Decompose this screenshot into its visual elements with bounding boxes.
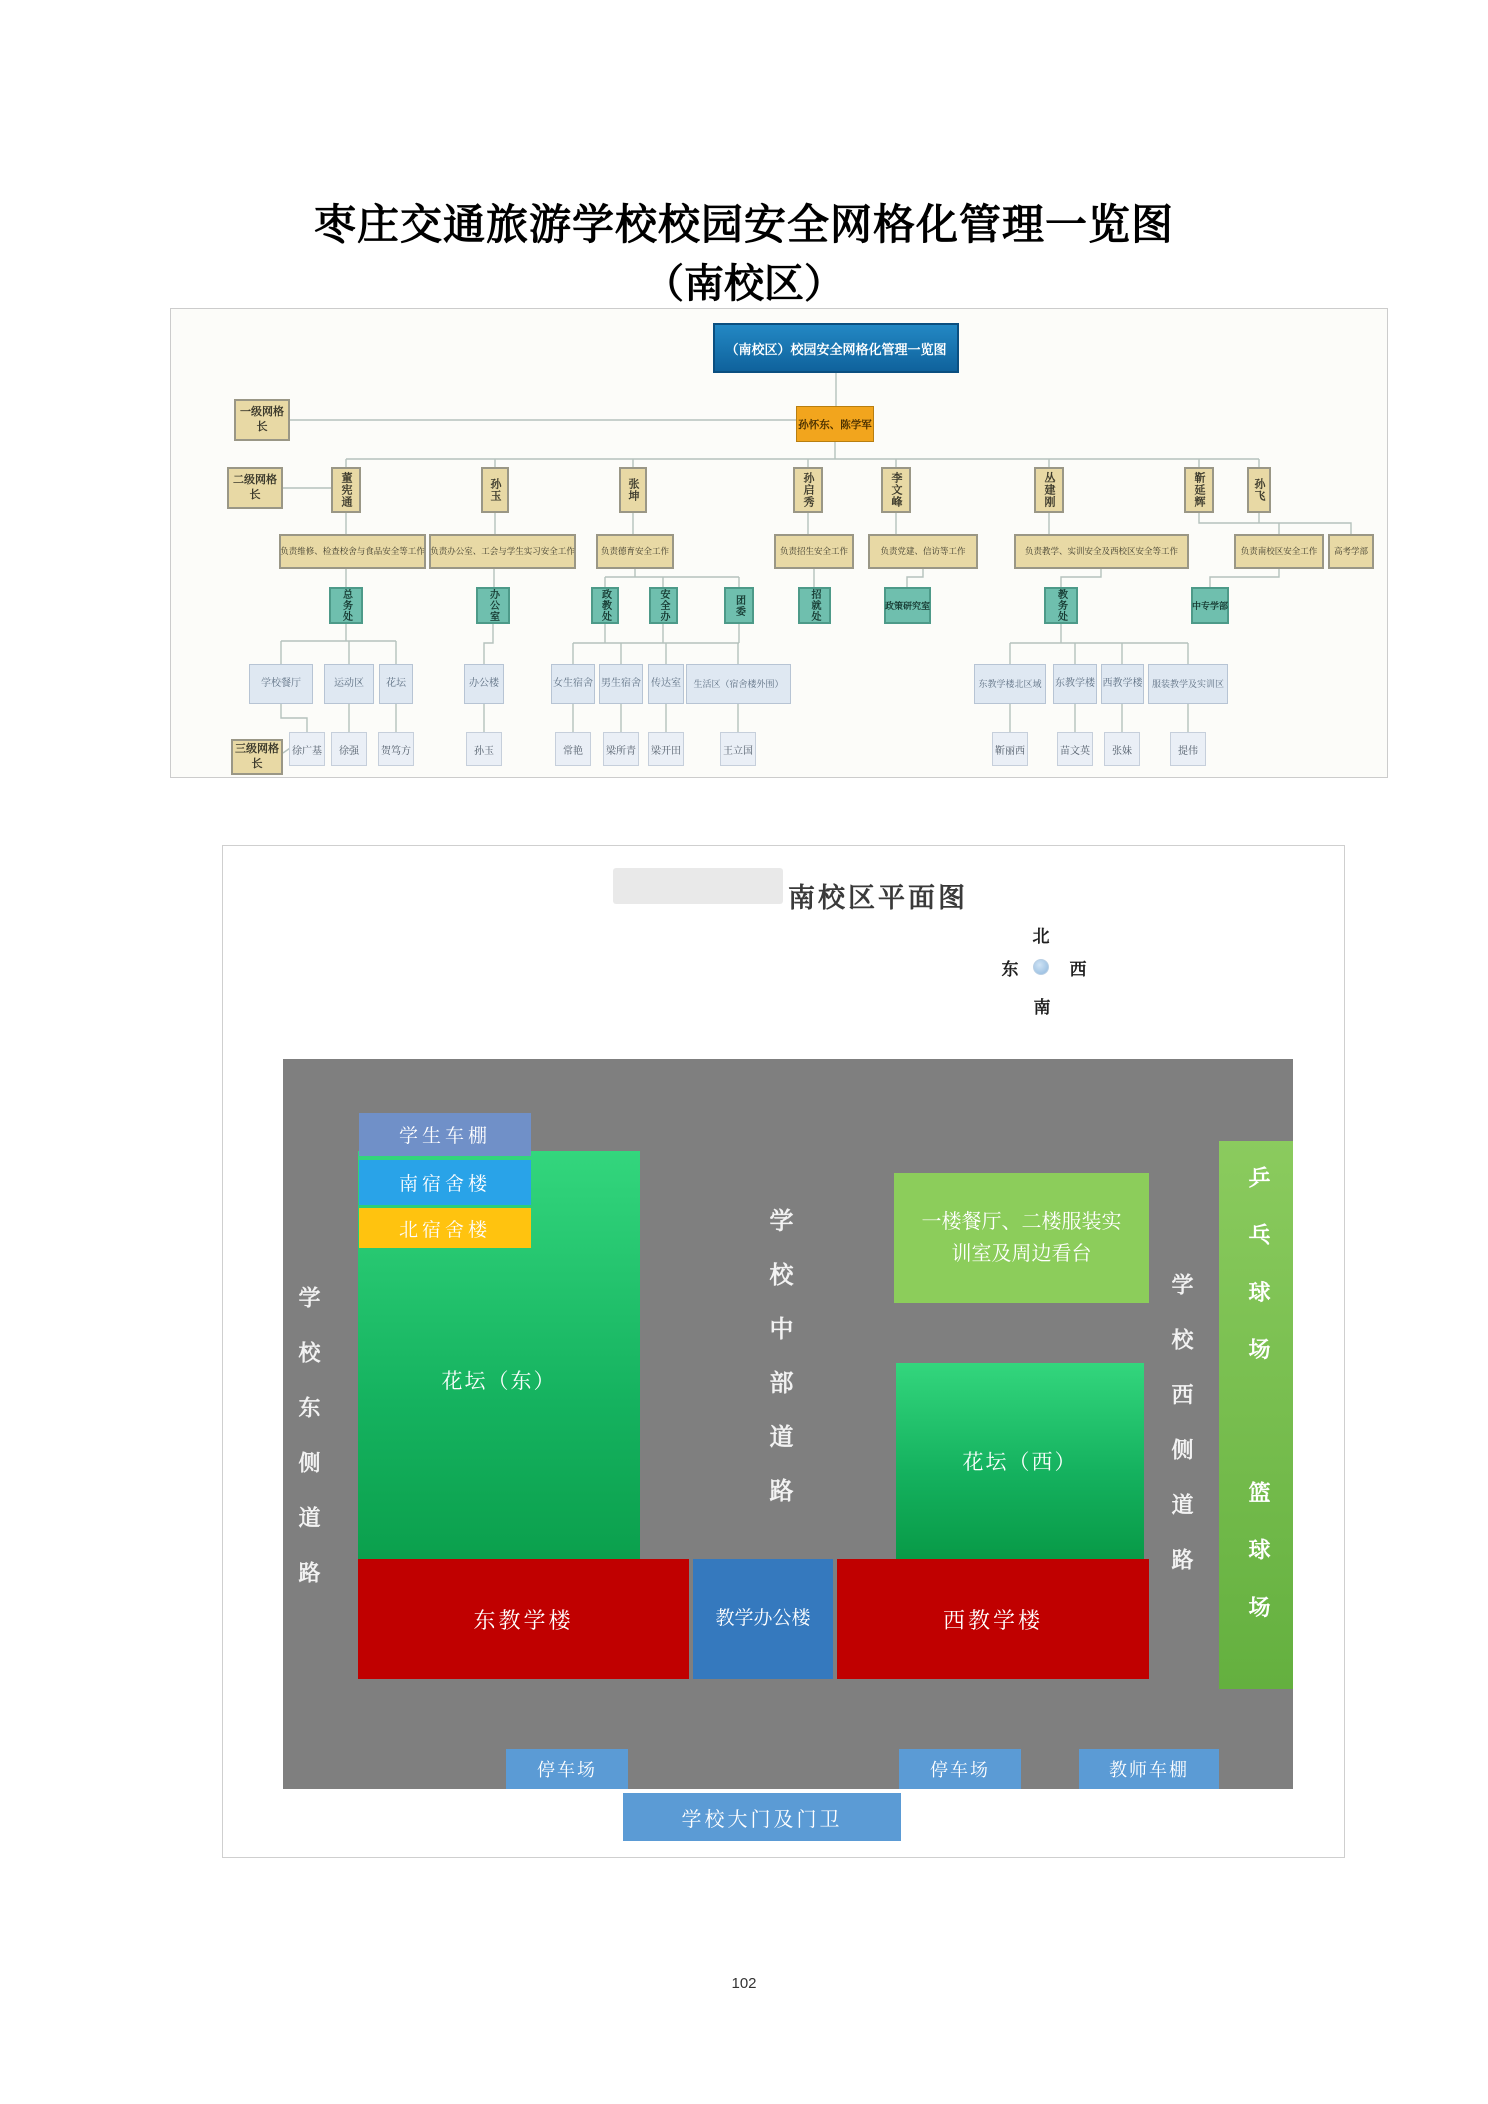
road-middle-label: 学校中部道路	[765, 1208, 792, 1532]
level1-leader-names: 孙怀东、陈学军	[796, 406, 874, 442]
dept-box: 政教处	[591, 587, 619, 624]
basketball-court-label: 篮球场	[1246, 1481, 1271, 1653]
garden-west-label: 花坛（西）	[962, 1451, 1078, 1474]
compass-west-label: 西	[1069, 959, 1087, 979]
north-dorm-building: 北宿舍楼	[359, 1208, 531, 1248]
duty-box: 负责南校区安全工作	[1234, 534, 1324, 569]
student-bike-shed: 学生车棚	[359, 1113, 531, 1156]
ball-courts-strip	[1219, 1141, 1293, 1689]
campus-map-panel	[222, 845, 1345, 1858]
south-dorm-building: 南宿舍楼	[359, 1160, 531, 1205]
campus-ground	[283, 1059, 1293, 1789]
site-box: 东教学楼	[1053, 664, 1097, 704]
level2-name: 张坤	[619, 467, 647, 513]
duty-box: 负责德育安全工作	[596, 534, 674, 569]
site-box: 女生宿舍	[551, 664, 595, 704]
level2-name: 孙玉	[481, 467, 509, 513]
site-box: 办公楼	[464, 664, 504, 704]
teaching-office-building: 教学办公楼	[693, 1559, 833, 1679]
dept-box: 政策研究室	[884, 587, 931, 624]
dept-box: 招就处	[798, 587, 831, 624]
chart-header: （南校区）校园安全网格化管理一览图	[713, 323, 959, 373]
pingpong-court-label: 乒乓球场	[1246, 1166, 1271, 1395]
site-box: 服装教学及实训区	[1148, 664, 1228, 704]
site-box: 花坛	[379, 664, 413, 704]
road-west-label: 学校西侧道路	[1169, 1273, 1194, 1603]
school-gate-guard: 学校大门及门卫	[623, 1793, 901, 1841]
teacher-bike-shed: 教师车棚	[1079, 1749, 1219, 1789]
dept-box: 办公室	[476, 587, 510, 624]
level2-name: 丛建刚	[1034, 467, 1064, 513]
dept-box: 教务处	[1044, 587, 1078, 624]
compass-dot-icon	[1033, 959, 1049, 975]
level3-person: 贺笃方	[378, 732, 414, 766]
page-subtitle: （南校区）	[644, 261, 844, 306]
level2-name: 孙飞	[1247, 467, 1271, 513]
dept-box: 中专学部	[1191, 587, 1229, 624]
level3-person: 苗文英	[1057, 732, 1093, 766]
page-title: 枣庄交通旅游学校校园安全网格化管理一览图	[313, 203, 1174, 249]
level3-person: 靳丽西	[992, 732, 1028, 766]
duty-box: 负责维修、检查校舍与食品安全等工作	[279, 534, 426, 569]
site-box: 男生宿舍	[599, 664, 643, 704]
garden-west-area	[896, 1363, 1144, 1559]
dept-box: 总务处	[329, 587, 363, 624]
site-box: 传达室	[648, 664, 684, 704]
level3-person: 孙玉	[466, 732, 502, 766]
level3-person: 梁所青	[603, 732, 639, 766]
site-box: 西教学楼	[1101, 664, 1144, 704]
site-box: 运动区	[324, 664, 374, 704]
duty-box: 负责教学、实训安全及西校区安全等工作	[1014, 534, 1189, 569]
level1-grid-leader-label: 一级网格长	[234, 399, 290, 441]
compass-north-label: 北	[1032, 926, 1050, 946]
org-chart-panel	[170, 308, 1388, 778]
level3-person: 王立国	[720, 732, 756, 766]
parking-lot-east: 停车场	[899, 1749, 1021, 1789]
level2-name: 孙启秀	[793, 467, 823, 513]
level2-name: 董宪通	[331, 467, 361, 513]
road-east-label: 学校东侧道路	[296, 1286, 321, 1616]
duty-box: 负责党建、信访等工作	[868, 534, 978, 569]
west-teaching-building: 西教学楼	[837, 1559, 1149, 1679]
level3-person: 提伟	[1170, 732, 1206, 766]
duty-box: 负责招生安全工作	[774, 534, 854, 569]
parking-lot-west: 停车场	[506, 1749, 628, 1789]
garden-east-label: 花坛（东）	[441, 1370, 557, 1393]
duty-box: 负责办公室、工会与学生实习安全工作	[429, 534, 576, 569]
level3-person: 徐广基	[289, 732, 325, 766]
duty-box: 高考学部	[1328, 534, 1374, 569]
page-number: 102	[731, 1975, 757, 1992]
map-title: 南校区平面图	[788, 883, 968, 913]
site-box: 学校餐厅	[249, 664, 313, 704]
compass-south-label: 南	[1033, 997, 1051, 1017]
site-box: 生活区（宿舍楼外围）	[686, 664, 791, 704]
dept-box: 安全办	[649, 587, 678, 624]
canteen-training-block: 一楼餐厅、二楼服装实训室及周边看台	[894, 1173, 1149, 1303]
level2-grid-leader-label: 二级网格长	[227, 467, 283, 509]
level2-name: 靳延辉	[1184, 467, 1214, 513]
level3-grid-leader-label: 三级网格长	[231, 739, 283, 775]
level3-person: 常艳	[555, 732, 591, 766]
level3-person: 梁开田	[648, 732, 684, 766]
site-box: 东教学楼北区域	[974, 664, 1046, 704]
level3-person: 徐强	[331, 732, 367, 766]
dept-box: 团委	[724, 587, 754, 624]
level3-person: 张妹	[1104, 732, 1140, 766]
level2-name: 李文峰	[881, 467, 911, 513]
compass-east-label: 东	[1001, 959, 1019, 979]
east-teaching-building: 东教学楼	[358, 1559, 689, 1679]
